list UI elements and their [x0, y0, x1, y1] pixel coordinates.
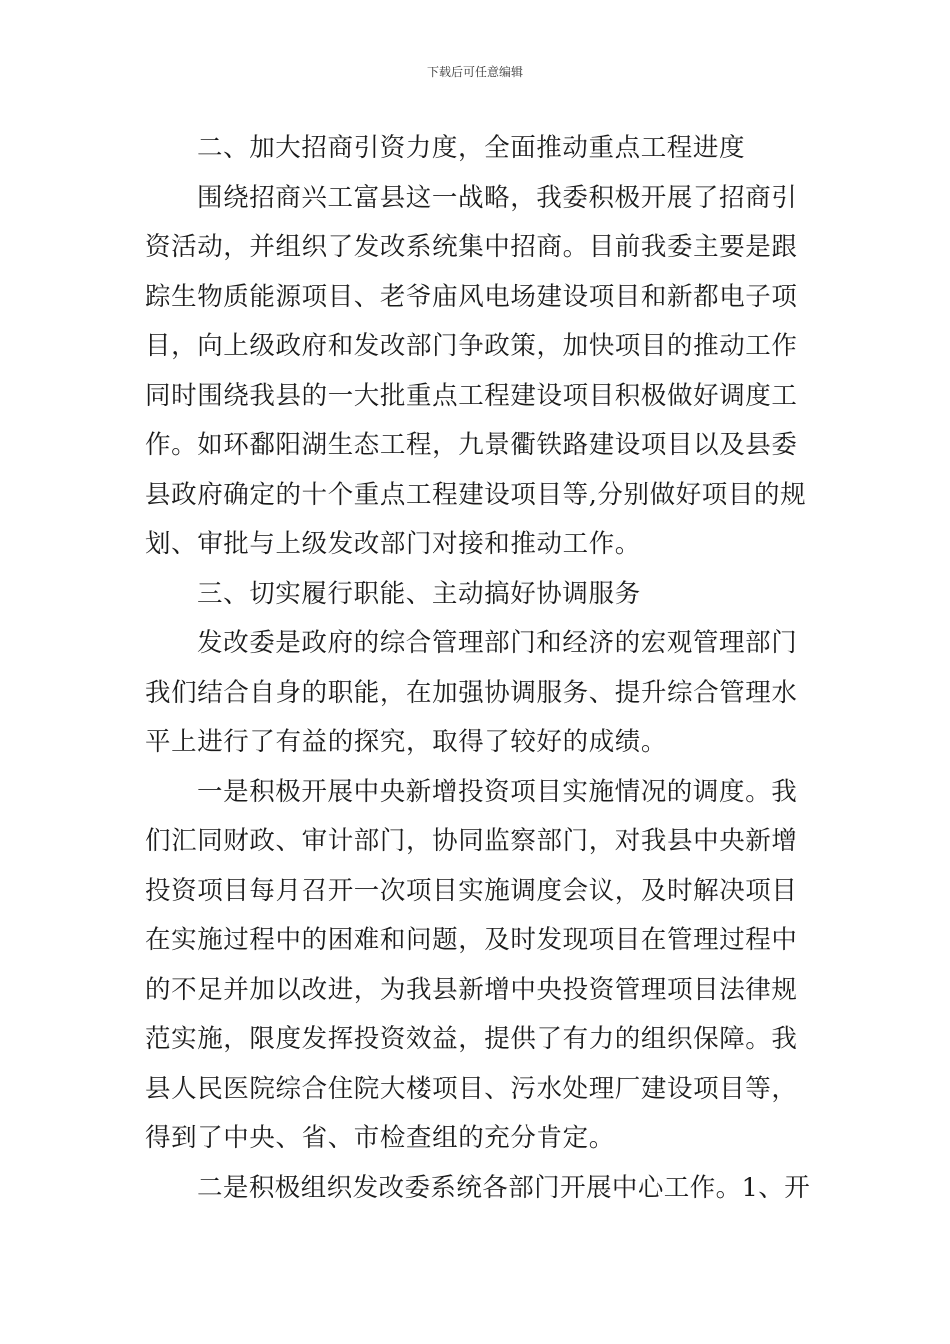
- document-body: [145, 124, 810, 1213]
- text-line: 在实施过程中的困难和问题，及时发现项目在管理过程中: [145, 925, 798, 955]
- text-line: 作。如环鄱阳湖生态工程，九景衢铁路建设项目以及县委: [145, 430, 798, 460]
- text-line: 资活动，并组织了发改系统集中招商。目前我委主要是跟: [145, 232, 798, 262]
- text-line: 目，向上级政府和发改部门争政策，加快项目的推动工作: [145, 331, 798, 361]
- text-line: 县人民医院综合住院大楼项目、污水处理厂建设项目等，: [145, 1073, 798, 1104]
- text-line: 围绕招商兴工富县这一战略，我委积极开展了招商引: [197, 182, 798, 213]
- text-line: 二、加大招商引资力度，全面推动重点工程进度: [197, 133, 746, 163]
- page-header-note: 下载后可任意编辑: [426, 65, 523, 79]
- text-line: 县政府确定的十个重点工程建设项目等,分别做好项目的规: [145, 479, 807, 510]
- text-line: 踪生物质能源项目、老爷庙风电场建设项目和新都电子项: [145, 281, 798, 312]
- text-line: 投资项目每月召开一次项目实施调度会议，及时解决项目: [145, 875, 798, 906]
- text-line: 二是积极组织发改委系统各部门开展中心工作。1、开: [197, 1172, 811, 1203]
- text-line: 平上进行了有益的探究，取得了较好的成绩。: [145, 727, 668, 757]
- text-line: 们汇同财政、审计部门，协同监察部门，对我县中央新增: [145, 826, 798, 856]
- text-line: 的不足并加以改进，为我县新增中央投资管理项目法律规: [145, 974, 798, 1005]
- text-line: 发改委是政府的综合管理部门和经济的宏观管理部门: [197, 628, 798, 658]
- text-line: 我们结合自身的职能，在加强协调服务、提升综合管理水: [145, 677, 798, 708]
- text-line: 得到了中央、省、市检查组的充分肯定。: [145, 1123, 615, 1153]
- text-line: 一是积极开展中央新增投资项目实施情况的调度。我: [197, 776, 798, 807]
- text-line: 划、审批与上级发改部门对接和推动工作。: [145, 529, 641, 559]
- text-line: 三、切实履行职能、主动搞好协调服务: [197, 578, 641, 609]
- text-line: 范实施，限度发挥投资效益，提供了有力的组织保障。我: [145, 1024, 798, 1054]
- text-line: 同时围绕我县的一大批重点工程建设项目积极做好调度工: [145, 380, 798, 411]
